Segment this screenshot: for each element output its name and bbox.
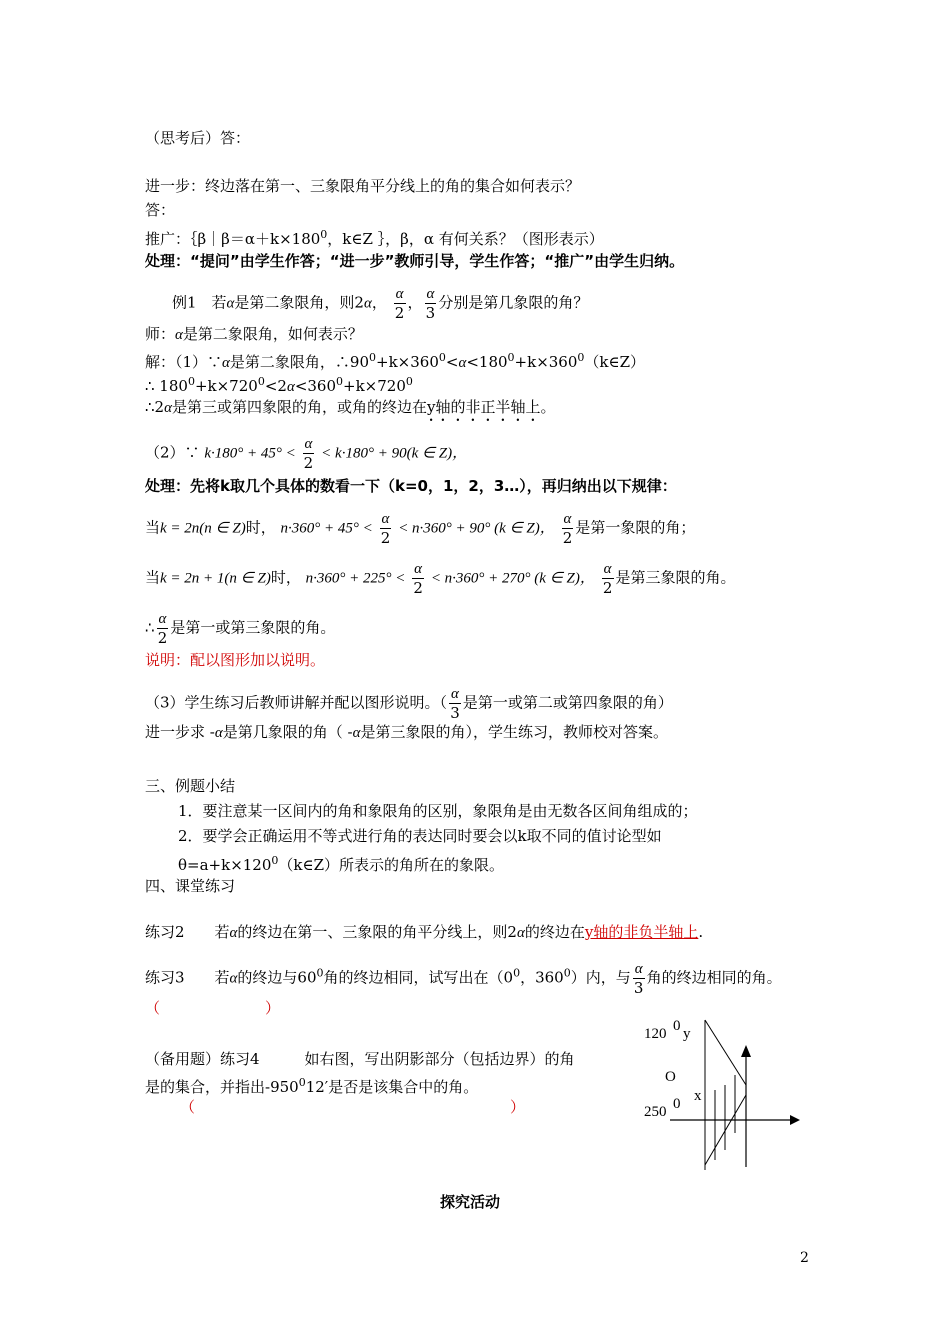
processing-note-1: 处理：“提问”由学生作答；“进一步”教师引导，学生作答；“推广”由学生归纳。: [145, 252, 685, 270]
solution-1: 解：（1）∵α是第二象限角，$\therefore 90^0+k\times 360^0<\alpha<180^0+k\times 360^0(k\in Z)$: [145, 351, 646, 371]
exercise-2: 练习2 若α的终边在第一、三象限的角平分线上，则2α的终边在y轴的非负半轴上.: [145, 923, 704, 941]
answer-label: 答：: [145, 201, 176, 219]
figure-label-o: O: [665, 1069, 676, 1085]
x-axis-arrow: [790, 1115, 800, 1125]
summary-heading: 三、例题小结: [145, 777, 236, 795]
figure-label-y: y: [683, 1026, 691, 1042]
solution-3: ∴2α是第三或第四象限的角，或角的终边在y轴的非正半轴上。: [145, 398, 556, 416]
page-number: 2: [800, 1250, 809, 1266]
further-negative: 进一步求 -α是第几象限的角（ -α是第三象限的角），学生练习，教师校对答案。: [145, 723, 668, 741]
figure-label-x: x: [694, 1088, 702, 1104]
figure-label-250: 250: [644, 1104, 667, 1120]
figure-label-deg-1: 0: [673, 1018, 681, 1034]
summary-1: 1．要注意某一区间内的角和象限角的区别，象限角是由无数各区间角组成的；: [178, 802, 698, 820]
summary-3: $\theta=a+k\times 120^0(k\in Z)$所表示的角所在的象限。: [178, 854, 505, 874]
section-heading: 探究活动: [440, 1193, 501, 1211]
figure-label-deg-2: 0: [673, 1096, 681, 1112]
case-odd: 当k = 2n + 1(n ∈ Z)时， n·360° + 225° < $\frac{\alpha}{2}$ < n·360° + 270° (k ∈ Z)， $\frac{\alpha}{2}$ 是第三象限的角。: [145, 561, 736, 597]
y-axis-arrow: [741, 1045, 751, 1057]
summary-2: 2．要学会正确运用不等式进行角的表达同时要会以k取不同的值讨论型如: [178, 827, 662, 845]
exercise-3: 练习3 若α的终边与$60^0$角的终边相同，试写出在（$0^0$，$360^0$）内，与 $\frac{\alpha}{3}$ 角的终边相同的角。: [145, 961, 782, 997]
processing-note-2: 处理：先将k取几个具体的数看一下（k=0，1，2，3…），再归纳出以下规律：: [145, 477, 677, 495]
solution-2: ∴ $180^0+k\times 720^0<2\alpha<360^0+k\times 720^0$: [145, 375, 413, 395]
generalization-line: 推广：$\{\beta|\beta=\alpha+k\times 180^0$，k∈Z ｝，β，α 有何关系？（图形表示）: [145, 228, 604, 248]
conclusion: ∴ $\frac{\alpha}{2}$ 是第一或第三象限的角。: [145, 611, 336, 647]
exercise-4-line-1: （备用题）练习4 如右图，写出阴影部分（包括边界）的角: [145, 1050, 575, 1068]
ray-120: [705, 1020, 746, 1085]
part-3: （3）学生练习后教师讲解并配以图形说明。（ $\frac{\alpha}{3}$ 是第一或第二或第四象限的角）: [145, 686, 673, 722]
teacher-question: 师：α是第二象限角，如何表示？: [145, 325, 363, 343]
case-even: 当k = 2n(n ∈ Z)时， n·360° + 45° < $\frac{\alpha}{2}$ < n·360° + 90° (k ∈ Z)， $\frac{\alpha}{2}$ 是第一象限的角；: [145, 511, 696, 547]
exercise-4-answer-blank: （ ）: [180, 1098, 526, 1116]
further-question: 进一步：终边落在第一、三象限角平分线上的角的集合如何表示？: [145, 177, 581, 195]
figure-label-120: 120: [644, 1026, 667, 1042]
solution-part-2: （2）∵ k·180° + 45° < $\frac{\alpha}{2}$ < k·180° + 90(k ∈ Z)，: [145, 436, 468, 472]
exercise-4-line-2: 是的集合，并指出$-950^012'$是否是该集合中的角。: [145, 1076, 479, 1096]
thinking-answer: （思考后）答：: [145, 129, 251, 147]
practice-heading: 四、课堂练习: [145, 877, 236, 895]
note-red: 说明：配以图形加以说明。: [145, 651, 326, 669]
angle-figure: [640, 1015, 810, 1175]
example-1: 例1 若α是第二象限角，则2α， $\frac{\alpha}{2}$ ， $\frac{\alpha}{3}$ 分别是第几象限的角？: [172, 286, 589, 322]
exercise-3-answer-blank: （ ）: [145, 999, 281, 1017]
